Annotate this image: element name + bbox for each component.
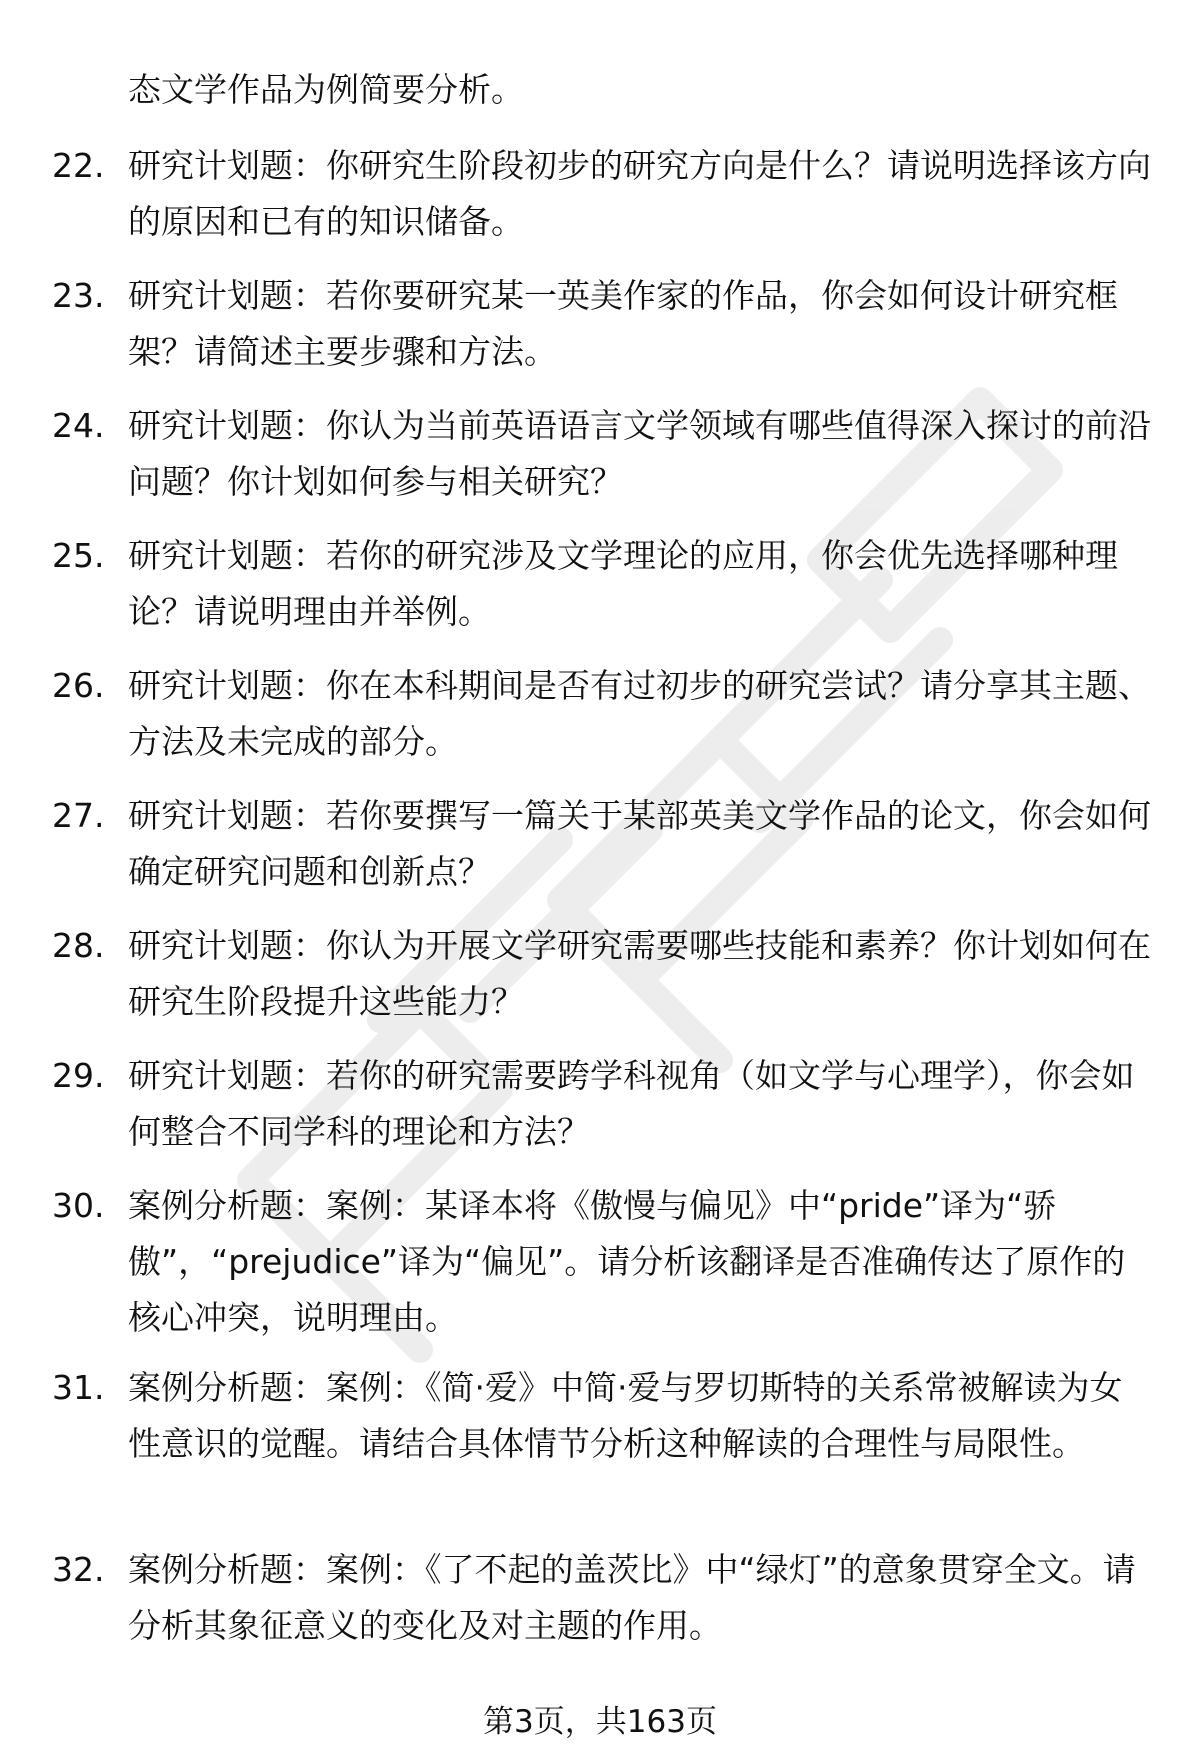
question-item-25 bbox=[52, 528, 1152, 640]
question-item-26 bbox=[52, 658, 1152, 770]
question-text: 研究计划题：你在本科期间是否有过初步的研究尝试？请分享其主题、方法及未完成的部分。 bbox=[128, 666, 1151, 761]
question-text: 研究计划题：若你的研究涉及文学理论的应用，你会优先选择哪种理论？请说明理由并举例。 bbox=[128, 536, 1118, 631]
question-text: 研究计划题：你研究生阶段初步的研究方向是什么？请说明选择该方向的原因和已有的知识储备。 bbox=[128, 146, 1151, 241]
question-number: 31. bbox=[52, 1368, 105, 1407]
question-item-24 bbox=[52, 398, 1152, 510]
question-number: 32. bbox=[52, 1550, 105, 1589]
question-number: 29. bbox=[52, 1056, 105, 1095]
question-text: 研究计划题：你认为开展文学研究需要哪些技能和素养？你计划如何在研究生阶段提升这些能力？ bbox=[128, 926, 1151, 1021]
question-number: 27. bbox=[52, 796, 105, 835]
question-number: 28. bbox=[52, 926, 105, 965]
question-number: 25. bbox=[52, 536, 105, 575]
question-item-23 bbox=[52, 268, 1152, 380]
question-number: 26. bbox=[52, 666, 105, 705]
continued-text-fragment: 态文学作品为例简要分析。 bbox=[128, 70, 524, 109]
question-item-32 bbox=[52, 1542, 1152, 1654]
question-item-31 bbox=[52, 1360, 1152, 1472]
question-item-29 bbox=[52, 1048, 1152, 1160]
page-number-footer: 第3页，共163页 bbox=[483, 1704, 717, 1740]
question-item-30 bbox=[52, 1178, 1152, 1346]
question-number: 24. bbox=[52, 406, 105, 445]
question-item-27 bbox=[52, 788, 1152, 900]
question-text: 研究计划题：若你的研究需要跨学科视角（如文学与心理学），你会如何整合不同学科的理论和方法？ bbox=[128, 1056, 1135, 1151]
question-item-22 bbox=[52, 138, 1152, 250]
question-text: 研究计划题：若你要撰写一篇关于某部英美文学作品的论文，你会如何确定研究问题和创新点？ bbox=[128, 796, 1151, 891]
question-item-28 bbox=[52, 918, 1152, 1030]
question-number: 30. bbox=[52, 1186, 105, 1225]
question-text: 案例分析题：案例：《简·爱》中简·爱与罗切斯特的关系常被解读为女性意识的觉醒。请结合具体情节分析这种解读的合理性与局限性。 bbox=[128, 1368, 1123, 1463]
question-number: 22. bbox=[52, 146, 105, 185]
question-text: 研究计划题：你认为当前英语语言文学领域有哪些值得深入探讨的前沿问题？你计划如何参与相关研究？ bbox=[128, 406, 1151, 501]
question-text: 研究计划题：若你要研究某一英美作家的作品，你会如何设计研究框架？请简述主要步骤和方法。 bbox=[128, 276, 1118, 371]
question-text: 案例分析题：案例：《了不起的盖茨比》中“绿灯”的意象贯穿全文。请分析其象征意义的变化及对主题的作用。 bbox=[128, 1550, 1136, 1645]
question-text: 案例分析题：案例：某译本将《傲慢与偏见》中“pride”译为“骄傲”，“prejudice”译为“偏见”。请分析该翻译是否准确传达了原作的核心冲突，说明理由。 bbox=[128, 1186, 1126, 1337]
question-number: 23. bbox=[52, 276, 105, 315]
